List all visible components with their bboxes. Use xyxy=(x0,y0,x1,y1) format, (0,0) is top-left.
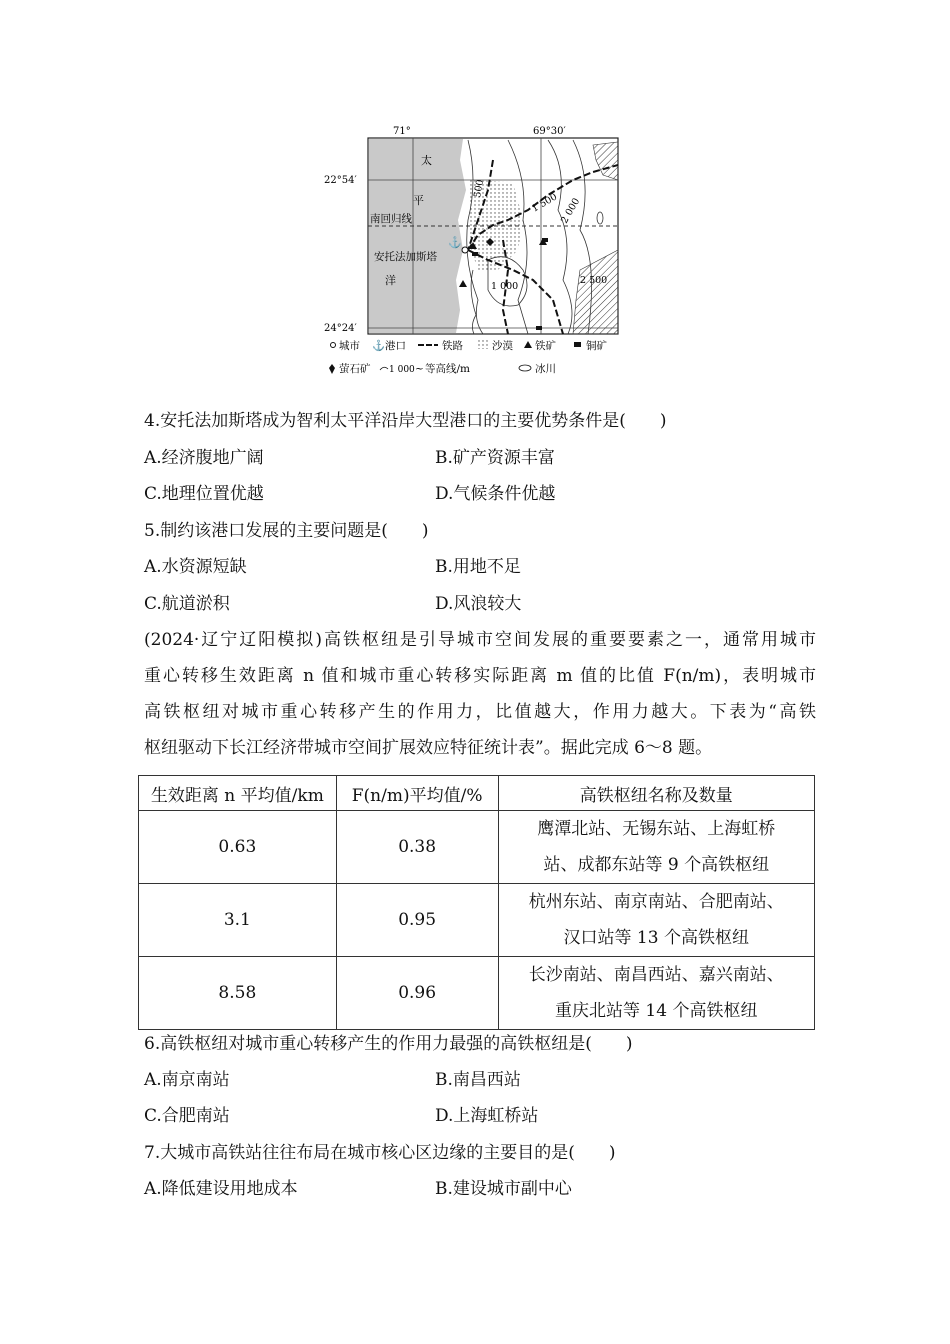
table-row xyxy=(139,884,815,957)
q7-option-a[interactable]: A.降低建设用地成本 xyxy=(144,1179,298,1199)
table-cell-f: 0.96 xyxy=(336,957,498,1030)
ocean-label-3: 洋 xyxy=(385,274,396,287)
svg-text:城市: 城市 xyxy=(339,340,360,352)
port-icon: ⚓ xyxy=(448,236,462,249)
table-header: 生效距离 n 平均值/km xyxy=(139,776,337,811)
q4-option-b[interactable]: B.矿产资源丰富 xyxy=(435,448,555,468)
lon-left-label: 71° xyxy=(393,126,411,137)
contour-label-1500: 1 500 xyxy=(530,191,560,215)
intro-paragraph xyxy=(144,622,816,766)
table-header: 高铁枢纽名称及数量 xyxy=(498,776,814,811)
svg-text:⚓: ⚓ xyxy=(372,340,386,352)
map-legend xyxy=(329,339,607,375)
svg-text:等高线/m: 等高线/m xyxy=(425,363,470,375)
svg-text:铁路: 铁路 xyxy=(442,340,463,352)
table-row xyxy=(139,957,815,1030)
intro-line-1: (2024·辽宁辽阳模拟)高铁枢纽是引导城市空间发展的重要要素之一，通常用城市 xyxy=(144,630,816,650)
question-5-stem: 5.制约该港口发展的主要问题是( ) xyxy=(144,521,429,541)
q6-option-a[interactable]: A.南京南站 xyxy=(144,1070,230,1090)
city-label: 安托法加斯塔 xyxy=(374,251,437,263)
contour-label-2000: 2 000 xyxy=(559,196,583,226)
question-6-stem: 6.高铁枢纽对城市重心转移产生的作用力最强的高铁枢纽是( ) xyxy=(144,1034,633,1054)
hub-table xyxy=(138,775,815,1030)
q6-option-d[interactable]: D.上海虹桥站 xyxy=(435,1106,539,1126)
q5-option-a[interactable]: A.水资源短缺 xyxy=(144,557,247,577)
table-cell-n: 8.58 xyxy=(139,957,337,1030)
ocean-label-1: 太 xyxy=(421,154,432,167)
contour-label-1000: 1 000 xyxy=(491,281,519,292)
table-cell-hubs: 杭州东站、南京南站、合肥南站、 汉口站等 13 个高铁枢纽 xyxy=(498,884,814,957)
tropic-label: 南回归线 xyxy=(370,213,412,225)
intro-line-2: 重心转移生效距离 n 值和城市重心转移实际距离 m 值的比值 F(n/m)，表明城市 xyxy=(144,666,816,686)
question-7-stem: 7.大城市高铁站往往布局在城市核心区边缘的主要目的是( ) xyxy=(144,1143,616,1163)
table-cell-f: 0.95 xyxy=(336,884,498,957)
intro-line-3: 高铁枢纽对城市重心转移产生的作用力，比值越大，作用力越大。下表为“高铁 xyxy=(144,702,816,722)
q7-option-b[interactable]: B.建设城市副中心 xyxy=(435,1179,572,1199)
svg-text:港口: 港口 xyxy=(385,340,406,352)
q5-option-b[interactable]: B.用地不足 xyxy=(435,557,521,577)
table-cell-n: 0.63 xyxy=(139,811,337,884)
q5-option-c[interactable]: C.航道淤积 xyxy=(144,594,230,614)
svg-text:铜矿: 铜矿 xyxy=(586,340,607,352)
table-cell-f: 0.38 xyxy=(336,811,498,884)
question-4-stem: 4.安托法加斯塔成为智利太平洋沿岸大型港口的主要优势条件是( ) xyxy=(144,411,667,431)
svg-text:萤石矿: 萤石矿 xyxy=(339,363,371,375)
table-cell-hubs: 鹰潭北站、无锡东站、上海虹桥 站、成都东站等 9 个高铁枢纽 xyxy=(498,811,814,884)
lat-bottom-label: 24°24′ xyxy=(324,323,357,334)
table-header: F(n/m)平均值/% xyxy=(336,776,498,811)
table-cell-n: 3.1 xyxy=(139,884,337,957)
city-marker xyxy=(462,247,468,253)
map-figure xyxy=(318,120,638,382)
lat-top-label: 22°54′ xyxy=(324,175,357,186)
q4-option-a[interactable]: A.经济腹地广阔 xyxy=(144,448,264,468)
table-row xyxy=(139,811,815,884)
contour-label-500: 500 xyxy=(472,178,487,199)
lon-right-label: 69°30′ xyxy=(533,126,566,137)
q6-option-c[interactable]: C.合肥南站 xyxy=(144,1106,230,1126)
q4-option-c[interactable]: C.地理位置优越 xyxy=(144,484,264,504)
table-cell-hubs: 长沙南站、南昌西站、嘉兴南站、 重庆北站等 14 个高铁枢纽 xyxy=(498,957,814,1030)
q4-option-d[interactable]: D.气候条件优越 xyxy=(435,484,556,504)
q5-option-d[interactable]: D.风浪较大 xyxy=(435,594,522,614)
contour-label-2500: 2 500 xyxy=(580,275,608,286)
svg-text:沙漠: 沙漠 xyxy=(492,340,513,352)
intro-line-4: 枢纽驱动下长江经济带城市空间扩展效应特征统计表”。据此完成 6～8 题。 xyxy=(144,738,713,758)
svg-text:~: ~ xyxy=(415,363,424,375)
svg-text:1 000: 1 000 xyxy=(389,365,415,375)
table-header-row xyxy=(139,776,815,811)
svg-text:冰川: 冰川 xyxy=(535,363,556,375)
ocean-label-2: 平 xyxy=(413,194,424,207)
q6-option-b[interactable]: B.南昌西站 xyxy=(435,1070,521,1090)
svg-text:铁矿: 铁矿 xyxy=(535,340,556,352)
